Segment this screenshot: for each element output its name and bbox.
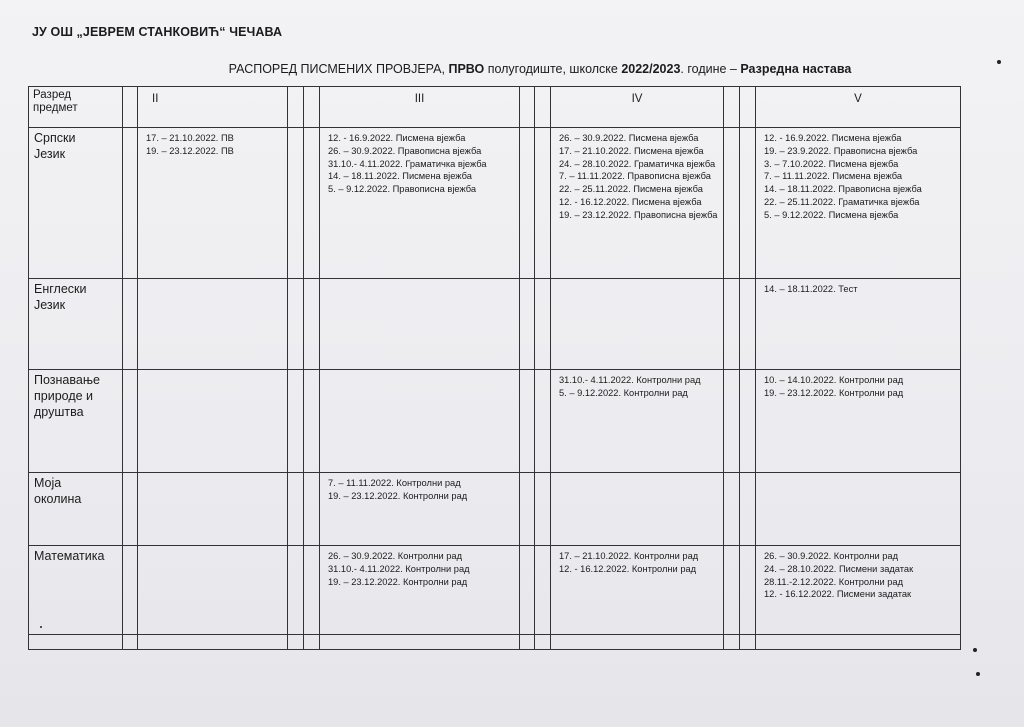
schedule-entry: 22. – 25.11.2022. Граматичка вјежба (764, 196, 920, 207)
spacer-cell (724, 128, 740, 279)
spacer-cell (288, 546, 304, 635)
grade-v-cell (756, 370, 961, 473)
schedule-entry: 19. – 23.12.2022. ПВ (146, 145, 234, 156)
spacer-cell (304, 370, 320, 473)
subject-label: Моја (34, 476, 62, 490)
schedule-entry: 14. – 18.11.2022. Тест (764, 284, 858, 294)
schedule-entry: 17. – 21.10.2022. Писмена вјежба (559, 145, 704, 156)
spacer-cell (740, 370, 756, 473)
grade-ii-cell (138, 546, 288, 635)
spacer-cell (520, 546, 535, 635)
schedule-entry: 19. – 23.12.2022. Контролни рад (328, 576, 468, 587)
schedule-entry: 31.10.- 4.11.2022. Контролни рад (328, 563, 470, 574)
school-name: ЈУ ОШ „ЈЕВРЕМ СТАНКОВИЋ“ ЧЕЧАВА (32, 25, 283, 39)
grade-v-cell (756, 279, 961, 370)
spacer-cell (724, 87, 740, 128)
schedule-entry: 28.11.-2.12.2022. Контролни рад (764, 576, 903, 587)
schedule-entry: 31.10.- 4.11.2022. Контролни рад (559, 375, 701, 385)
spacer-cell (288, 87, 304, 128)
grade-iii-cell (320, 370, 520, 473)
corner-label-grade: Разред (33, 89, 72, 101)
schedule-entry: 12. - 16.12.2022. Контролни рад (559, 563, 697, 574)
subject-label: Језик (34, 147, 66, 161)
schedule-entry: 14. – 18.11.2022. Писмена вјежба (328, 171, 472, 182)
spacer-cell (740, 546, 756, 635)
grade-iii-cell (320, 546, 520, 635)
schedule-entry: 19. – 23.12.2022. Контролни рад (328, 490, 468, 501)
spacer-cell (288, 370, 304, 473)
spacer-cell (535, 128, 551, 279)
spacer-cell (740, 87, 756, 128)
spacer-cell (123, 87, 138, 128)
spacer-cell (288, 279, 304, 370)
spacer-cell (288, 473, 304, 546)
grade-iv-cell (551, 546, 724, 635)
spacer-cell (740, 128, 756, 279)
schedule-table (28, 86, 961, 650)
spacer-cell (304, 546, 320, 635)
subject-cell (29, 370, 123, 473)
spacer-cell (535, 87, 551, 128)
spacer-cell (123, 279, 138, 370)
spacer-cell (740, 279, 756, 370)
schedule-entry: 31.10.- 4.11.2022. Граматичка вјежба (328, 158, 487, 169)
schedule-entry: 26. – 30.9.2022. Контролни рад (764, 551, 899, 561)
subject-cell (29, 473, 123, 546)
schedule-entry: 12. - 16.9.2022. Писмена вјежба (764, 133, 902, 143)
grade-iii-cell (320, 473, 520, 546)
spacer-cell (535, 473, 551, 546)
schedule-entry: 24. – 28.10.2022. Граматичка вјежба (559, 158, 716, 169)
schedule-entry: 7. – 11.11.2022. Контролни рад (328, 478, 461, 488)
schedule-entry: 19. – 23.12.2022. Правописна вјежба (559, 209, 718, 220)
spacer-cell (520, 279, 535, 370)
grade-iii-cell (320, 279, 520, 370)
subject-label: Познавање (34, 373, 100, 387)
schedule-entry: 26. – 30.9.2022. Писмена вјежба (559, 133, 699, 143)
title-part-2: полугодиште, школске (484, 62, 622, 76)
ink-speck (976, 672, 980, 676)
schedule-entry: 12. - 16.9.2022. Писмена вјежба (328, 133, 466, 143)
schedule-entry: 5. – 9.12.2022. Контролни рад (559, 387, 688, 398)
corner-label-subject: предмет (33, 102, 78, 114)
spacer-cell (288, 128, 304, 279)
subject-label: Српски (34, 131, 76, 145)
grade-iv-cell (551, 128, 724, 279)
document-title (0, 62, 1024, 76)
grade-ii-cell (138, 370, 288, 473)
schedule-entry: 26. – 30.9.2022. Контролни рад (328, 551, 463, 561)
subject-label: друштва (34, 405, 84, 419)
table-row (29, 128, 961, 279)
subject-cell (29, 279, 123, 370)
ink-speck (973, 648, 977, 652)
schedule-entry: 24. – 28.10.2022. Писмени задатак (764, 563, 914, 574)
spacer-cell (724, 370, 740, 473)
subject-label: Математика (34, 549, 105, 563)
schedule-entry: 5. – 9.12.2022. Писмена вјежба (764, 209, 899, 220)
table-row (29, 473, 961, 546)
spacer-cell (123, 370, 138, 473)
title-part-1: РАСПОРЕД ПИСМЕНИХ ПРОВЈЕРА, (228, 62, 449, 76)
schedule-entry: 26. – 30.9.2022. Правописна вјежба (328, 145, 482, 156)
title-part-3: . године – (680, 62, 741, 76)
grade-iv-cell (551, 279, 724, 370)
grade-v-cell (756, 473, 961, 546)
grade-header-v: V (756, 87, 961, 128)
spacer-cell (740, 473, 756, 546)
spacer-cell (724, 473, 740, 546)
title-teaching: Разредна настава (740, 62, 852, 76)
table-row-empty (29, 635, 961, 650)
table-row (29, 279, 961, 370)
spacer-cell (304, 279, 320, 370)
schedule-entry: 7. – 11.11.2022. Правописна вјежба (559, 171, 711, 182)
grade-iv-cell (551, 473, 724, 546)
spacer-cell (304, 87, 320, 128)
grade-v-cell (756, 546, 961, 635)
table-row (29, 370, 961, 473)
schedule-entry: 12. - 16.12.2022. Писмена вјежба (559, 196, 702, 207)
spacer-cell (304, 473, 320, 546)
title-year: 2022/2023 (621, 62, 681, 76)
schedule-entry: 12. - 16.12.2022. Писмени задатак (764, 589, 912, 600)
subject-label: Језик (34, 298, 66, 312)
spacer-cell (520, 87, 535, 128)
spacer-cell (535, 546, 551, 635)
schedule-entry: 19. – 23.12.2022. Контролни рад (764, 387, 904, 398)
spacer-cell (304, 128, 320, 279)
schedule-entry: 10. – 14.10.2022. Контролни рад (764, 375, 904, 385)
spacer-cell (535, 370, 551, 473)
schedule-entry: 14. – 18.11.2022. Правописна вјежба (764, 184, 922, 195)
table-row (29, 546, 961, 635)
grade-ii-cell (138, 128, 288, 279)
spacer-cell (520, 128, 535, 279)
spacer-cell (520, 370, 535, 473)
subject-label: природе и (34, 389, 94, 403)
schedule-entry: 19. – 23.9.2022. Правописна вјежба (764, 145, 918, 156)
header-row (29, 87, 961, 128)
subject-label: околина (34, 492, 82, 506)
spacer-cell (123, 473, 138, 546)
spacer-cell (724, 279, 740, 370)
schedule-entry: 17. – 21.10.2022. Контролни рад (559, 551, 699, 561)
subject-cell (29, 546, 123, 635)
title-semester: ПРВО (448, 62, 485, 76)
spacer-cell (535, 279, 551, 370)
subject-label: Енглески (34, 282, 87, 296)
spacer-cell (520, 473, 535, 546)
grade-ii-cell (138, 473, 288, 546)
schedule-entry: 17. – 21.10.2022. ПВ (146, 133, 234, 143)
grade-header-iv: IV (551, 87, 724, 128)
ink-speck (997, 60, 1001, 64)
schedule-entry: 3. – 7.10.2022. Писмена вјежба (764, 158, 899, 169)
grade-v-cell (756, 128, 961, 279)
grade-header-iii: III (320, 87, 520, 128)
corner-cell (29, 87, 123, 128)
schedule-entry: 5. – 9.12.2022. Правописна вјежба (328, 184, 477, 195)
grade-ii-cell (138, 279, 288, 370)
spacer-cell (123, 128, 138, 279)
grade-iii-cell (320, 128, 520, 279)
schedule-entry: 22. – 25.11.2022. Писмена вјежба (559, 184, 703, 195)
grade-header-ii: II (138, 87, 288, 128)
subject-cell (29, 128, 123, 279)
spacer-cell (724, 546, 740, 635)
schedule-entry: 7. – 11.11.2022. Писмена вјежба (764, 171, 903, 182)
grade-iv-cell (551, 370, 724, 473)
spacer-cell (123, 546, 138, 635)
